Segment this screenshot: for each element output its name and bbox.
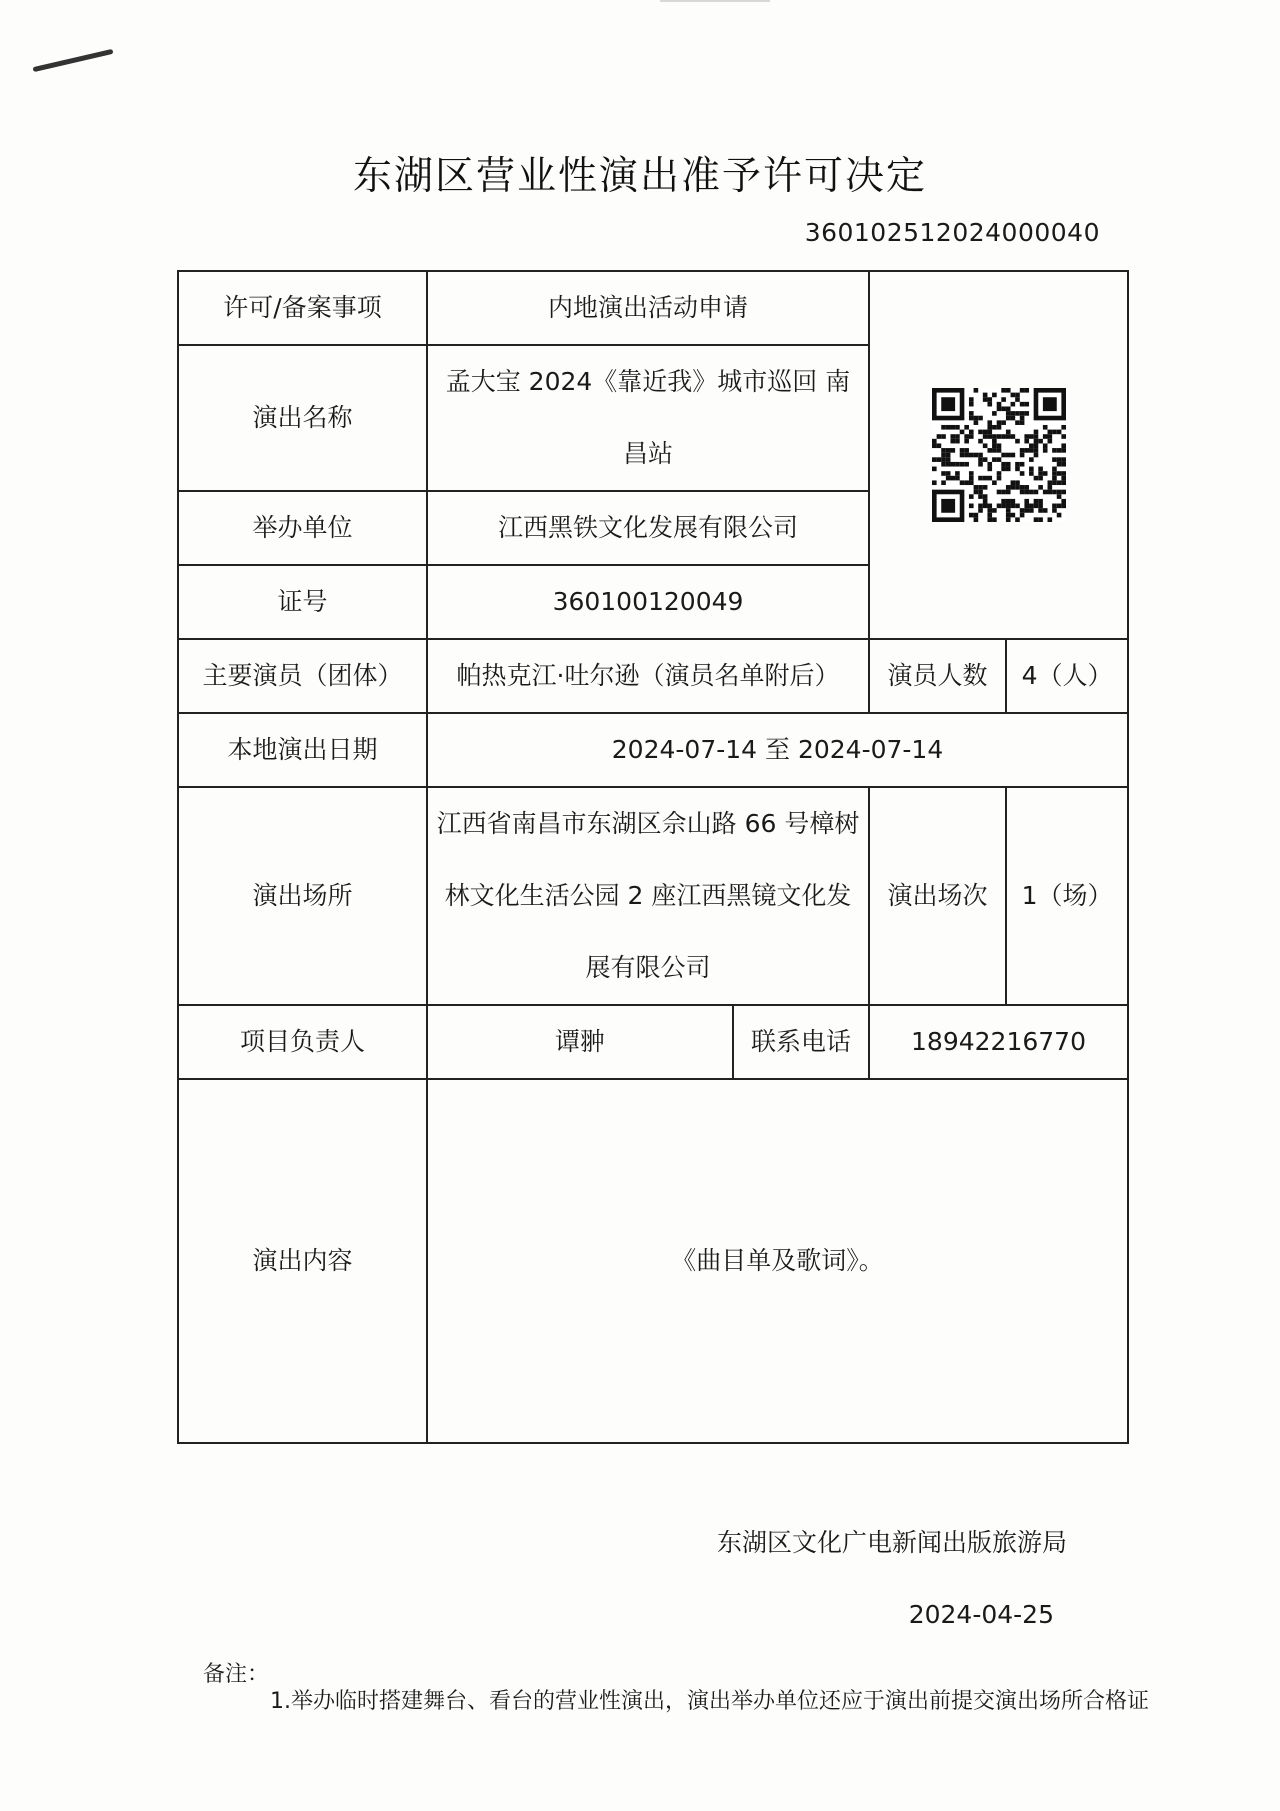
table-row-performers — [178, 639, 1128, 713]
issue-date: 2024-04-25 — [908, 1600, 1054, 1629]
license-label: 证号 — [178, 565, 427, 639]
date-value: 2024-07-14 至 2024-07-14 — [427, 713, 1128, 787]
sessions-label: 演出场次 — [869, 787, 1006, 1005]
manager-label: 项目负责人 — [178, 1005, 427, 1079]
performer-count-value: 4（人） — [1006, 639, 1128, 713]
license-value: 360100120049 — [427, 565, 869, 639]
show-name-value: 孟大宝 2024《靠近我》城市巡回 南昌站 — [427, 345, 869, 491]
item-label: 许可/备案事项 — [178, 271, 427, 345]
pen-mark — [32, 49, 113, 72]
content-value: 《曲目单及歌词》。 — [427, 1079, 1128, 1443]
table-row-item — [178, 271, 1128, 345]
table-row-manager — [178, 1005, 1128, 1079]
document-number: 360102512024000040 — [804, 218, 1100, 247]
table-row-venue — [178, 787, 1128, 1005]
show-name-label: 演出名称 — [178, 345, 427, 491]
qr-code-icon — [932, 388, 1066, 522]
notes-item: 1.举办临时搭建舞台、看台的营业性演出，演出举办单位还应于演出前提交演出场所合格证 — [270, 1689, 1149, 1714]
organizer-label: 举办单位 — [178, 491, 427, 565]
content-label: 演出内容 — [178, 1079, 427, 1443]
notes-title: 备注： — [203, 1662, 270, 1687]
qr-cell — [869, 271, 1128, 639]
item-value: 内地演出活动申请 — [427, 271, 869, 345]
performer-count-label: 演员人数 — [869, 639, 1006, 713]
performers-label: 主要演员（团体） — [178, 639, 427, 713]
performers-value: 帕热克江·吐尔逊（演员名单附后） — [427, 639, 869, 713]
phone-value: 18942216770 — [869, 1005, 1128, 1079]
date-label: 本地演出日期 — [178, 713, 427, 787]
page-title: 东湖区营业性演出准予许可决定 — [352, 154, 927, 199]
scan-mark — [660, 0, 770, 2]
table-row-content — [178, 1079, 1128, 1443]
sessions-value: 1（场） — [1006, 787, 1128, 1005]
table-row-date — [178, 713, 1128, 787]
manager-value: 谭翀 — [427, 1005, 733, 1079]
organizer-value: 江西黑铁文化发展有限公司 — [427, 491, 869, 565]
phone-label: 联系电话 — [733, 1005, 869, 1079]
permit-table — [177, 270, 1129, 1444]
venue-label: 演出场所 — [178, 787, 427, 1005]
venue-value: 江西省南昌市东湖区佘山路 66 号樟树林文化生活公园 2 座江西黑镜文化发展有限公司 — [427, 787, 869, 1005]
issuing-authority: 东湖区文化广电新闻出版旅游局 — [716, 1528, 1067, 1557]
